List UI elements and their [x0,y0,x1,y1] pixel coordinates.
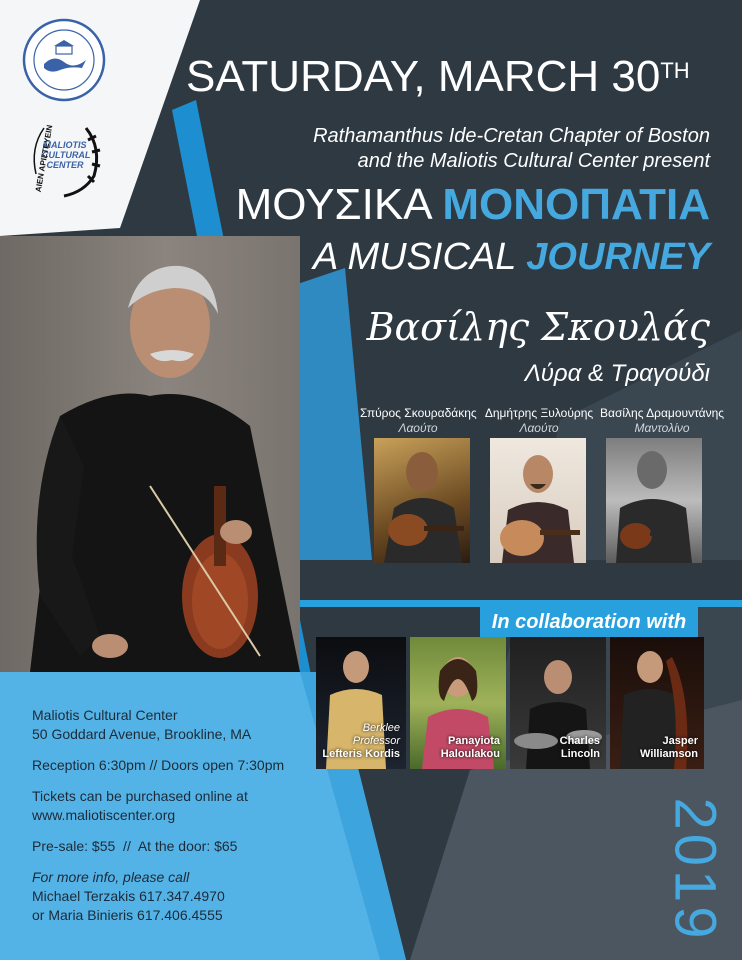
musician-2 [484,406,594,435]
tickets-text: Tickets can be purchased online at [32,788,248,804]
event-year-text: 2019 [662,797,726,943]
english-title-part2: JOURNEY [526,236,710,278]
greek-title-part1: ΜΟΥΣΙΚΑ [235,180,431,229]
musician-1-photo [374,438,470,563]
musician-3-name: Βασίλης Δραμουντάνης [600,406,725,420]
event-date-suffix: TH [660,58,690,83]
english-title-part1: A MUSICAL [312,236,516,278]
collab-artist-4-caption [638,735,698,761]
collaboration-heading: In collaboration with [480,607,698,637]
musician-3 [600,406,724,435]
presenters-line-1: Rathamanthus Ide-Cretan Chapter of Boston [313,125,710,147]
collab-artist-2-photo [410,637,506,769]
headliner-role: Λύρα & Τραγούδι [524,360,710,387]
contact-1: Michael Terzakis 617.347.4970 [32,888,225,904]
collab-artist-3-caption [550,735,600,761]
more-info-text: For more info, please call [32,869,190,885]
maliotis-logo-line3: CENTER [46,160,84,170]
collab-artist-3-name: Charles Lincoln [559,735,600,760]
tickets-url[interactable]: www.maliotiscenter.org [32,807,176,823]
event-date [186,52,690,102]
collab-artist-2-caption [436,735,500,761]
maliotis-logo-line2: CULTURAL [42,150,91,160]
musician-1-instrument: Λαούτο [398,421,438,435]
collab-artist-4-name: Jasper Williamson [640,735,698,760]
greek-title-part2: ΜΟΝΟΠΑΤΙΑ [442,180,710,229]
musician-2-name: Δημήτρης Ξυλούρης [484,406,594,420]
venue-address: 50 Goddard Avenue, Brookline, MA [32,726,252,742]
musician-1 [360,406,476,435]
collab-artist-1-name: Lefteris Kordis [322,748,400,760]
collab-artist-3-photo [510,637,606,769]
headliner-name: Βασίλης Σκουλάς [366,305,710,349]
headliner-photo [0,236,300,672]
event-times: Reception 6:30pm // Doors open 7:30pm [32,757,285,773]
collab-artist-4-photo [610,637,704,769]
musician-3-instrument: Μαντολίνο [634,421,690,435]
musician-2-instrument: Λαούτο [519,421,559,435]
event-info [32,706,332,925]
musician-2-photo [490,438,586,563]
pancretan-association-logo [20,16,108,104]
musician-1-name: Σπύρος Σκουραδάκης [360,406,477,420]
event-year [656,790,726,950]
presenters-line-2: and the Maliotis Cultural Center present [357,150,710,172]
event-date-main: SATURDAY, MARCH 30 [186,52,661,101]
venue-name: Maliotis Cultural Center [32,707,178,723]
collab-artist-2-name: Panayiota Haloulakou [440,735,500,760]
contact-2: or Maria Binieris 617.406.4555 [32,907,223,923]
presenters [200,124,710,174]
musician-3-photo [606,438,702,563]
maliotis-logo [24,118,108,202]
collab-artist-1-prefix: Berklee Professor [352,722,400,747]
maliotis-logo-line1: MALIOTIS [43,140,87,150]
greek-title [200,180,710,230]
maliotis-motto: ΑΙΕΝ ΑΡΙΣΤΕΥΕΙΝ [33,124,55,193]
ticket-prices: Pre-sale: $55 // At the door: $65 [32,838,238,854]
